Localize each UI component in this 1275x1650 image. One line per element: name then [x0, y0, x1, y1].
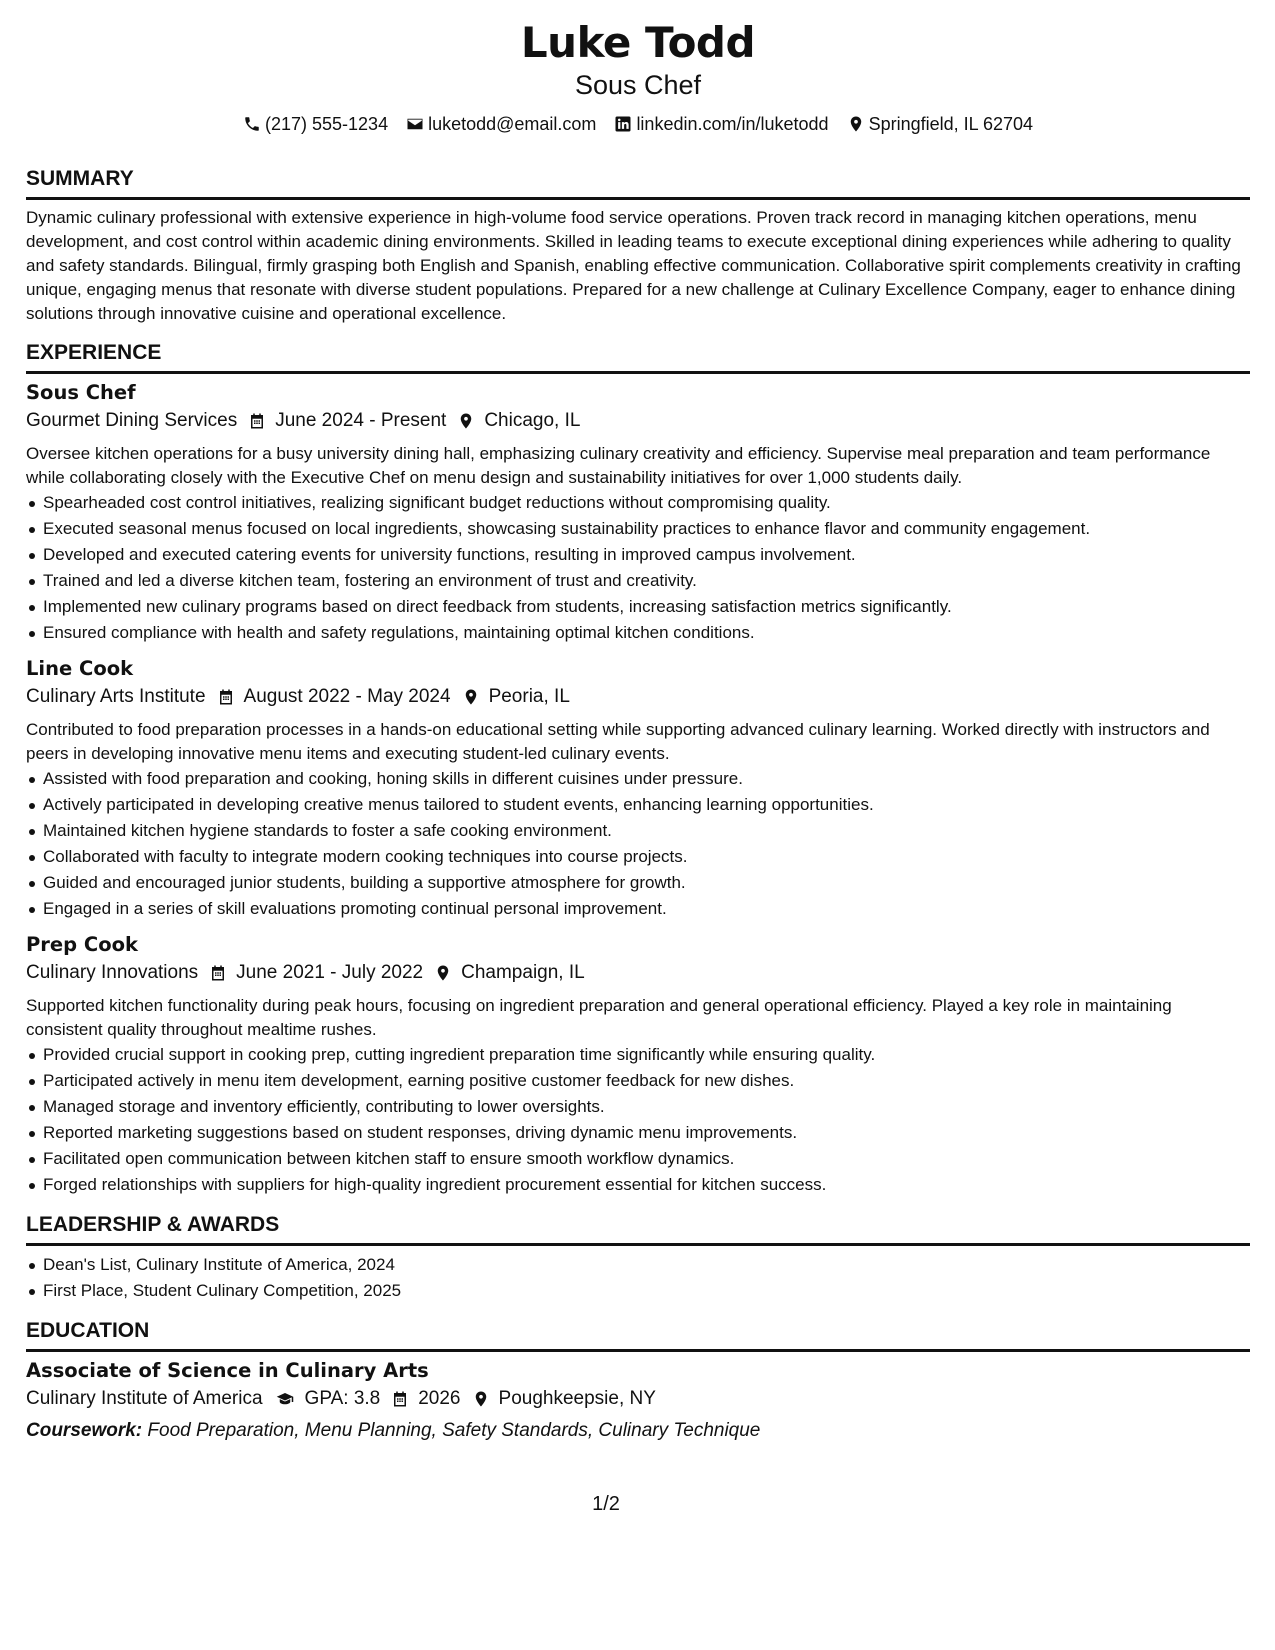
job-bullets — [26, 1042, 1250, 1198]
awards-list — [26, 1252, 1250, 1304]
map-pin-icon — [472, 1390, 490, 1408]
map-pin-icon — [434, 964, 452, 982]
job-bullet: Reported marketing suggestions based on student responses, driving dynamic menu improvements. — [26, 1120, 1250, 1146]
contact-phone-text: (217) 555-1234 — [264, 113, 389, 134]
contact-email[interactable] — [406, 114, 596, 135]
job-entry — [26, 380, 1250, 646]
education-meta — [26, 1384, 1250, 1414]
map-pin-icon — [457, 412, 475, 430]
contact-location — [847, 114, 1033, 135]
calendar-icon — [248, 412, 266, 430]
calendar-icon — [391, 1390, 409, 1408]
job-description: Supported kitchen functionality during peak hours, focusing on ingredient preparation and general operational efficiency. Played a key role in maintaining consistent quality throughout mealtime rushes. — [26, 996, 1172, 1039]
coursework-label: Coursework: — [26, 1420, 143, 1441]
job-company: Culinary Innovations — [26, 962, 199, 983]
graduation-cap-icon — [274, 1390, 296, 1408]
job-title: Prep Cook — [26, 933, 138, 956]
page-number: 1/2 — [592, 1493, 620, 1515]
job-description: Oversee kitchen operations for a busy university dining hall, emphasizing culinary creativity and efficiency. Supervise meal preparation and team performance while collaborating closely with the Executive Chef on menu design and sustainability initiatives for over 1,000 students daily. — [26, 444, 1211, 487]
job-bullet: Implemented new culinary programs based on direct feedback from students, increasing satisfaction metrics significantly. — [26, 594, 1250, 620]
job-bullet: Guided and encouraged junior students, building a supportive atmosphere for growth. — [26, 870, 1250, 896]
job-dates: June 2021 - July 2022 — [236, 962, 424, 983]
degree-title: Associate of Science in Culinary Arts — [26, 1359, 429, 1382]
phone-icon — [243, 115, 261, 133]
coursework-text: Food Preparation, Menu Planning, Safety Standards, Culinary Technique — [147, 1420, 761, 1441]
job-entry — [26, 932, 1250, 1198]
calendar-icon — [209, 964, 227, 982]
contact-email-text: luketodd@email.com — [428, 113, 597, 134]
job-meta — [26, 958, 1250, 988]
job-bullet: Managed storage and inventory efficiently, contributing to lower oversights. — [26, 1094, 1250, 1120]
job-bullet: Actively participated in developing creative menus tailored to student events, enhancing learning opportunities. — [26, 792, 1250, 818]
job-location: Peoria, IL — [488, 686, 570, 707]
contact-bar — [26, 112, 1250, 136]
education-location: Poughkeepsie, NY — [498, 1388, 656, 1409]
job-bullet: Trained and led a diverse kitchen team, fostering an environment of trust and creativity. — [26, 568, 1250, 594]
experience-section — [26, 340, 1250, 1198]
calendar-icon — [217, 688, 235, 706]
experience-heading: EXPERIENCE — [26, 340, 1250, 374]
job-bullet: Executed seasonal menus focused on local ingredients, showcasing sustainability practices to enhance flavor and community engagement. — [26, 516, 1250, 542]
summary-text: Dynamic culinary professional with extensive experience in high-volume food service operations. Proven track record in managing kitchen operations, menu development, and cost control within academic dining environments. Skilled in leading teams to execute exceptional dining experiences while adhering to quality and safety standards. Bilingual, firmly grasping both English and Spanish, enabling effective communication. Collaborative spirit complements creativity in crafting unique, engaging menus that resonate with diverse student populations. Prepared for a new challenge at Culinary Excellence Company, eager to enhance dining solutions through innovative cuisine and operational excellence. — [26, 208, 1241, 323]
envelope-icon — [406, 115, 424, 133]
job-meta — [26, 682, 1250, 712]
job-bullet: Facilitated open communication between kitchen staff to ensure smooth workflow dynamics. — [26, 1146, 1250, 1172]
summary-heading: SUMMARY — [26, 166, 1250, 200]
candidate-role: Sous Chef — [574, 70, 702, 100]
education-heading: EDUCATION — [26, 1318, 1250, 1352]
job-location: Champaign, IL — [461, 962, 585, 983]
job-title: Sous Chef — [26, 381, 136, 404]
education-year: 2026 — [418, 1388, 461, 1409]
job-location: Chicago, IL — [484, 410, 581, 431]
candidate-name: Luke Todd — [520, 18, 756, 67]
contact-linkedin[interactable] — [614, 114, 828, 135]
job-bullet: Ensured compliance with health and safety regulations, maintaining optimal kitchen conditions. — [26, 620, 1250, 646]
school-name: Culinary Institute of America — [26, 1388, 263, 1409]
awards-section — [26, 1212, 1250, 1304]
award-item: First Place, Student Culinary Competition, 2025 — [26, 1278, 1250, 1304]
job-bullet: Assisted with food preparation and cooking, honing skills in different cuisines under pressure. — [26, 766, 1250, 792]
job-bullets — [26, 766, 1250, 922]
education-section — [26, 1318, 1250, 1444]
job-bullet: Engaged in a series of skill evaluations promoting continual personal improvement. — [26, 896, 1250, 922]
contact-phone — [243, 114, 388, 135]
job-entry — [26, 656, 1250, 922]
award-item: Dean's List, Culinary Institute of America, 2024 — [26, 1252, 1250, 1278]
job-dates: August 2022 - May 2024 — [243, 686, 451, 707]
contact-linkedin-text: linkedin.com/in/luketodd — [636, 113, 829, 134]
job-bullet: Forged relationships with suppliers for high-quality ingredient procurement essential for kitchen success. — [26, 1172, 1250, 1198]
job-bullet: Maintained kitchen hygiene standards to foster a safe cooking environment. — [26, 818, 1250, 844]
job-bullet: Provided crucial support in cooking prep, cutting ingredient preparation time significantly while ensuring quality. — [26, 1042, 1250, 1068]
job-title: Line Cook — [26, 657, 134, 680]
summary-section — [26, 166, 1250, 326]
job-bullet: Collaborated with faculty to integrate modern cooking techniques into course projects. — [26, 844, 1250, 870]
resume-page — [26, 18, 1250, 1444]
job-bullet: Spearheaded cost control initiatives, realizing significant budget reductions without compromising quality. — [26, 490, 1250, 516]
job-bullets — [26, 490, 1250, 646]
awards-heading: LEADERSHIP & AWARDS — [26, 1212, 1250, 1246]
job-bullet: Participated actively in menu item development, earning positive customer feedback for new dishes. — [26, 1068, 1250, 1094]
coursework-line — [26, 1418, 1250, 1444]
job-dates: June 2024 - Present — [275, 410, 447, 431]
job-meta — [26, 406, 1250, 436]
linkedin-icon — [614, 115, 632, 133]
map-pin-icon — [462, 688, 480, 706]
education-gpa: GPA: 3.8 — [304, 1388, 381, 1409]
job-description: Contributed to food preparation processes in a hands-on educational setting while supporting advanced culinary learning. Worked directly with instructors and peers in developing innovative menu items and executing student-led culinary events. — [26, 720, 1210, 763]
map-pin-icon — [847, 115, 865, 133]
job-company: Culinary Arts Institute — [26, 686, 206, 707]
contact-location-text: Springfield, IL 62704 — [868, 113, 1034, 134]
job-company: Gourmet Dining Services — [26, 410, 238, 431]
job-bullet: Developed and executed catering events for university functions, resulting in improved campus involvement. — [26, 542, 1250, 568]
